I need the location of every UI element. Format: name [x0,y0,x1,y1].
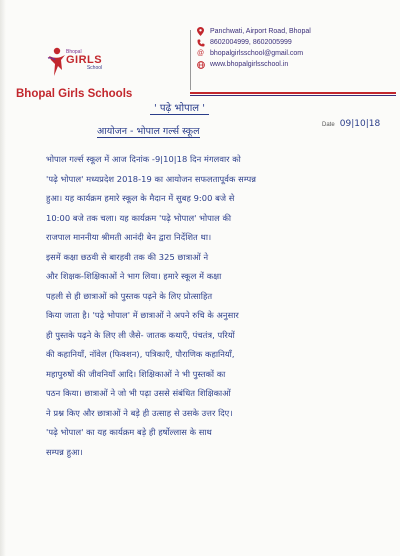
body-line: ने प्रश्न किए और छात्राओं ने बड़े ही उत्साह से उसके उत्तर दिए। [46,407,233,418]
body-line: भोपाल गर्ल्स स्कूल में आज दिनांक -9|10|18 दिन मंगलवार को [46,154,241,164]
school-logo [12,44,172,100]
school-name: Bhopal Girls Schools [16,88,133,100]
body-line: की कहानियाँ, नॉवेल (फिक्शन), पत्रिकाएँ, पौराणिक कहानियाँ, [46,349,235,359]
email-row [196,48,396,59]
website-text: www.bhopalgirlsschool.in [210,61,289,68]
header-divider [190,30,191,90]
at-sign-icon: @ [196,50,205,57]
body-line: 10:00 बजे तक चला। यह कार्यक्रम 'पढ़े भोपाल' भोपाल की [46,212,232,223]
body-line: महापुरुषों की जीवनियाँ आदि। शिक्षिकाओं ने भी पुस्तकों का [46,368,226,379]
address-text: Panchwati, Airport Road, Bhopal [210,28,311,35]
girl-figure-icon [46,46,68,78]
body-line: और शिक्षक-शिक्षिकाओं ने भाग लिया। हमारे स्कूल में कक्षा [46,271,222,281]
website-row [196,59,396,70]
body-line: 'पढ़े भोपाल' का यह कार्यक्रम बड़े ही हर्षोल्लास के साथ [46,427,212,437]
header-rule-blue [190,95,396,96]
body-line: किया जाता है। 'पढ़े भोपाल' में छात्राओं ने अपने रुचि के अनुसार [46,310,239,320]
body-line: हुआ। यह कार्यक्रम हमारे स्कूल के मैदान में सुबह 9:00 बजे से [46,193,235,203]
contact-block [196,26,396,70]
letter-title: ' पढ़े भोपाल ' [150,100,209,115]
body-line: इसमें कक्षा छठवी से बारहवी तक की 325 छात्राओं ने [46,251,209,262]
letter-body [46,150,386,462]
body-line: पहली से ही छात्राओं को पुस्तक पढ़ने के लिए प्रोत्साहित [46,290,213,301]
organizer-heading: आयोजन - भोपाल गर्ल्स स्कूल [97,126,200,137]
body-line: सम्पन्न हुआ। [46,446,83,457]
email-text: bhopalgirlsschool@gmail.com [210,50,304,57]
address-row [196,26,396,37]
phone-icon [196,38,205,47]
page-binding-shadow [0,0,6,556]
date-label: Date [322,122,335,128]
phone-row [196,37,396,48]
header-rule-red [190,92,396,94]
logo-text-main: GIRLS [66,54,103,66]
body-line: पठन किया। छात्राओं ने जो भी पढ़ा उससे संबंधित शिक्षिकाओं [46,388,231,398]
body-line: 'पढ़े भोपाल' मध्यप्रदेश 2018-19 का आयोजन सफलतापूर्वक सम्पन्न [46,173,256,184]
body-line: राजपाल माननीया श्रीमती आनंदी बेन द्वारा निर्देशित था। [46,232,212,242]
logo-text-bottom: School [86,65,103,71]
date-value: 09|10|18 [339,119,381,129]
logo-wordmark [66,50,102,71]
globe-icon [196,60,205,69]
phone-text: 8602004999, 8602005999 [210,39,292,46]
location-pin-icon [196,27,205,36]
logo-text-top: Bhopal [66,49,82,55]
body-line: ही पुस्तके पढ़ने के लिए ली जैसे- जातक कथाएँ, पंचतंत्र, परियों [46,329,235,340]
date-block [322,111,380,130]
